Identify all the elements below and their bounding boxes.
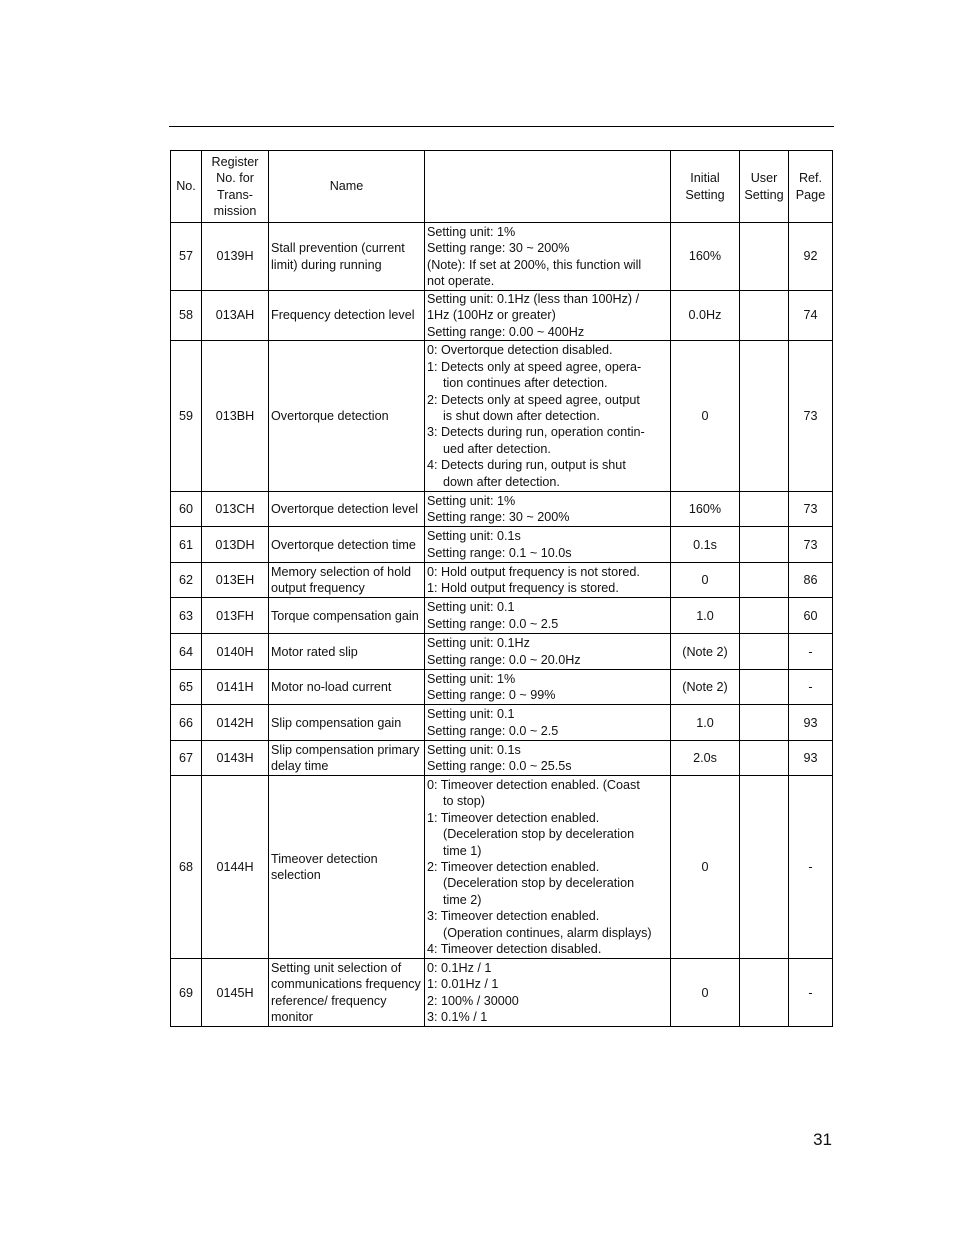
row-name: Overtorque detection level <box>269 492 425 527</box>
row-name: Stall prevention (current limit) during running <box>269 223 425 291</box>
description-line: (Operation continues, alarm displays) <box>443 925 652 940</box>
page-number: 31 <box>813 1130 832 1149</box>
row-register: 0141H <box>202 670 269 705</box>
description-line: Setting unit: 0.1s <box>427 529 521 544</box>
table-row <box>171 563 833 598</box>
row-ref-page: 74 <box>789 291 833 341</box>
parameter-table <box>170 150 833 1027</box>
row-register: 0142H <box>202 705 269 741</box>
row-user-setting <box>740 776 789 959</box>
row-no: 66 <box>171 705 202 741</box>
table-row <box>171 527 833 563</box>
description-line: tion continues after detection. <box>443 376 608 391</box>
description-line: 3: Detects during run, operation contin- <box>427 425 645 440</box>
table-row <box>171 341 833 492</box>
row-description <box>425 776 671 959</box>
row-register: 0145H <box>202 959 269 1027</box>
row-description <box>425 959 671 1027</box>
row-register: 013FH <box>202 598 269 634</box>
description-line: (Note): If set at 200%, this function will <box>427 257 642 272</box>
row-user-setting <box>740 291 789 341</box>
row-initial-setting: 1.0 <box>671 705 740 741</box>
row-description <box>425 741 671 776</box>
description-line: 0: Hold output frequency is not stored. <box>427 564 640 579</box>
row-description <box>425 634 671 670</box>
description-line: (Deceleration stop by deceleration <box>443 876 635 891</box>
description-line: Setting unit: 1% <box>427 493 516 508</box>
row-user-setting <box>740 741 789 776</box>
row-user-setting <box>740 670 789 705</box>
row-user-setting <box>740 705 789 741</box>
description-line: Setting range: 30 ~ 200% <box>427 510 570 525</box>
description-line: (Deceleration stop by deceleration <box>443 827 635 842</box>
row-initial-setting: 0.1s <box>671 527 740 563</box>
description-line: to stop) <box>443 794 485 809</box>
description-line: 4: Timeover detection disabled. <box>427 942 602 957</box>
row-no: 62 <box>171 563 202 598</box>
row-register: 013AH <box>202 291 269 341</box>
description-line: ued after detection. <box>443 441 551 456</box>
description-line: 0: 0.1Hz / 1 <box>427 960 492 975</box>
description-line: 2: 100% / 30000 <box>427 993 519 1008</box>
row-no: 60 <box>171 492 202 527</box>
row-initial-setting: 0.0Hz <box>671 291 740 341</box>
description-line: Setting range: 0.0 ~ 20.0Hz <box>427 652 581 667</box>
table-row <box>171 705 833 741</box>
description-line: Setting range: 0 ~ 99% <box>427 688 556 703</box>
row-name: Motor no-load current <box>269 670 425 705</box>
row-initial-setting: 160% <box>671 492 740 527</box>
table-header-row <box>171 151 833 223</box>
description-line: Setting range: 30 ~ 200% <box>427 241 570 256</box>
row-initial-setting: 2.0s <box>671 741 740 776</box>
row-user-setting <box>740 634 789 670</box>
row-no: 58 <box>171 291 202 341</box>
description-line: Setting unit: 0.1Hz <box>427 636 530 651</box>
table-row <box>171 634 833 670</box>
row-description <box>425 670 671 705</box>
row-name: Motor rated slip <box>269 634 425 670</box>
row-name: Slip compensation primary delay time <box>269 741 425 776</box>
row-initial-setting: 1.0 <box>671 598 740 634</box>
row-initial-setting: 160% <box>671 223 740 291</box>
row-name: Setting unit selection of communications frequency reference/ frequency monitor <box>269 959 425 1027</box>
description-line: 3: Timeover detection enabled. <box>427 909 600 924</box>
description-line: 2: Detects only at speed agree, output <box>427 392 640 407</box>
row-register: 013BH <box>202 341 269 492</box>
col-header-name: Name <box>269 151 425 223</box>
col-header-register: Register No. for Trans- mission <box>202 151 269 223</box>
row-ref-page: 92 <box>789 223 833 291</box>
row-register: 0144H <box>202 776 269 959</box>
row-description <box>425 563 671 598</box>
description-line: Setting range: 0.00 ~ 400Hz <box>427 324 585 339</box>
row-register: 013EH <box>202 563 269 598</box>
row-ref-page: 93 <box>789 705 833 741</box>
table-row <box>171 598 833 634</box>
description-line: time 1) <box>443 843 482 858</box>
row-register: 0140H <box>202 634 269 670</box>
row-ref-page: 93 <box>789 741 833 776</box>
description-line: 4: Detects during run, output is shut <box>427 458 626 473</box>
description-line: 1: 0.01Hz / 1 <box>427 977 499 992</box>
col-header-no: No. <box>171 151 202 223</box>
row-ref-page: 73 <box>789 527 833 563</box>
description-line: Setting unit: 1% <box>427 224 516 239</box>
col-header-user: User Setting <box>740 151 789 223</box>
row-initial-setting: 0 <box>671 341 740 492</box>
description-line: 1: Detects only at speed agree, opera- <box>427 359 642 374</box>
description-line: Setting unit: 0.1Hz (less than 100Hz) / <box>427 292 640 306</box>
row-no: 67 <box>171 741 202 776</box>
col-header-initial: Initial Setting <box>671 151 740 223</box>
row-name: Timeover detection selection <box>269 776 425 959</box>
row-description <box>425 223 671 291</box>
row-no: 63 <box>171 598 202 634</box>
row-no: 65 <box>171 670 202 705</box>
row-ref-page: - <box>789 959 833 1027</box>
description-line: Setting unit: 0.1 <box>427 600 515 615</box>
header-rule <box>169 126 834 127</box>
table-row <box>171 959 833 1027</box>
row-no: 57 <box>171 223 202 291</box>
row-ref-page: 86 <box>789 563 833 598</box>
row-initial-setting: (Note 2) <box>671 670 740 705</box>
col-header-ref: Ref. Page <box>789 151 833 223</box>
description-line: Setting unit: 0.1s <box>427 742 521 757</box>
description-line: 1: Hold output frequency is stored. <box>427 581 619 596</box>
row-user-setting <box>740 527 789 563</box>
table-body <box>171 223 833 1027</box>
description-line: not operate. <box>427 273 495 288</box>
row-user-setting <box>740 563 789 598</box>
row-description <box>425 598 671 634</box>
row-user-setting <box>740 959 789 1027</box>
description-line: Setting range: 0.0 ~ 2.5 <box>427 723 559 738</box>
row-description <box>425 705 671 741</box>
table-row <box>171 291 833 341</box>
description-line: time 2) <box>443 892 482 907</box>
description-line: Setting unit: 1% <box>427 671 516 686</box>
description-line: Setting range: 0.1 ~ 10.0s <box>427 545 572 560</box>
description-line: 1Hz (100Hz or greater) <box>427 308 556 323</box>
row-description <box>425 492 671 527</box>
description-line: 0: Overtorque detection disabled. <box>427 343 613 358</box>
row-no: 59 <box>171 341 202 492</box>
row-name: Frequency detection level <box>269 291 425 341</box>
row-name: Overtorque detection <box>269 341 425 492</box>
row-description <box>425 341 671 492</box>
row-ref-page: 60 <box>789 598 833 634</box>
row-register: 013CH <box>202 492 269 527</box>
row-register: 0139H <box>202 223 269 291</box>
description-line: 3: 0.1% / 1 <box>427 1010 488 1025</box>
description-line: Setting unit: 0.1 <box>427 707 515 722</box>
table-row <box>171 223 833 291</box>
row-user-setting <box>740 341 789 492</box>
description-line: 1: Timeover detection enabled. <box>427 810 600 825</box>
row-description <box>425 291 671 341</box>
description-line: Setting range: 0.0 ~ 2.5 <box>427 616 559 631</box>
row-name: Memory selection of hold output frequency <box>269 563 425 598</box>
row-initial-setting: 0 <box>671 776 740 959</box>
table-row <box>171 741 833 776</box>
row-name: Overtorque detection time <box>269 527 425 563</box>
row-user-setting <box>740 223 789 291</box>
row-no: 64 <box>171 634 202 670</box>
row-user-setting <box>740 492 789 527</box>
row-user-setting <box>740 598 789 634</box>
row-no: 68 <box>171 776 202 959</box>
row-initial-setting: 0 <box>671 563 740 598</box>
table-row <box>171 776 833 959</box>
description-line: down after detection. <box>443 474 560 489</box>
row-name: Slip compensation gain <box>269 705 425 741</box>
row-register: 013DH <box>202 527 269 563</box>
row-ref-page: 73 <box>789 341 833 492</box>
table-row <box>171 670 833 705</box>
row-no: 61 <box>171 527 202 563</box>
description-line: is shut down after detection. <box>443 409 600 424</box>
row-ref-page: - <box>789 670 833 705</box>
row-name: Torque compensation gain <box>269 598 425 634</box>
table-row <box>171 492 833 527</box>
col-header-description <box>425 151 671 223</box>
row-ref-page: - <box>789 776 833 959</box>
description-line: 2: Timeover detection enabled. <box>427 860 600 875</box>
row-ref-page: - <box>789 634 833 670</box>
description-line: Setting range: 0.0 ~ 25.5s <box>427 759 572 774</box>
row-initial-setting: (Note 2) <box>671 634 740 670</box>
row-no: 69 <box>171 959 202 1027</box>
row-register: 0143H <box>202 741 269 776</box>
row-description <box>425 527 671 563</box>
row-ref-page: 73 <box>789 492 833 527</box>
description-line: 0: Timeover detection enabled. (Coast <box>427 777 640 792</box>
row-initial-setting: 0 <box>671 959 740 1027</box>
